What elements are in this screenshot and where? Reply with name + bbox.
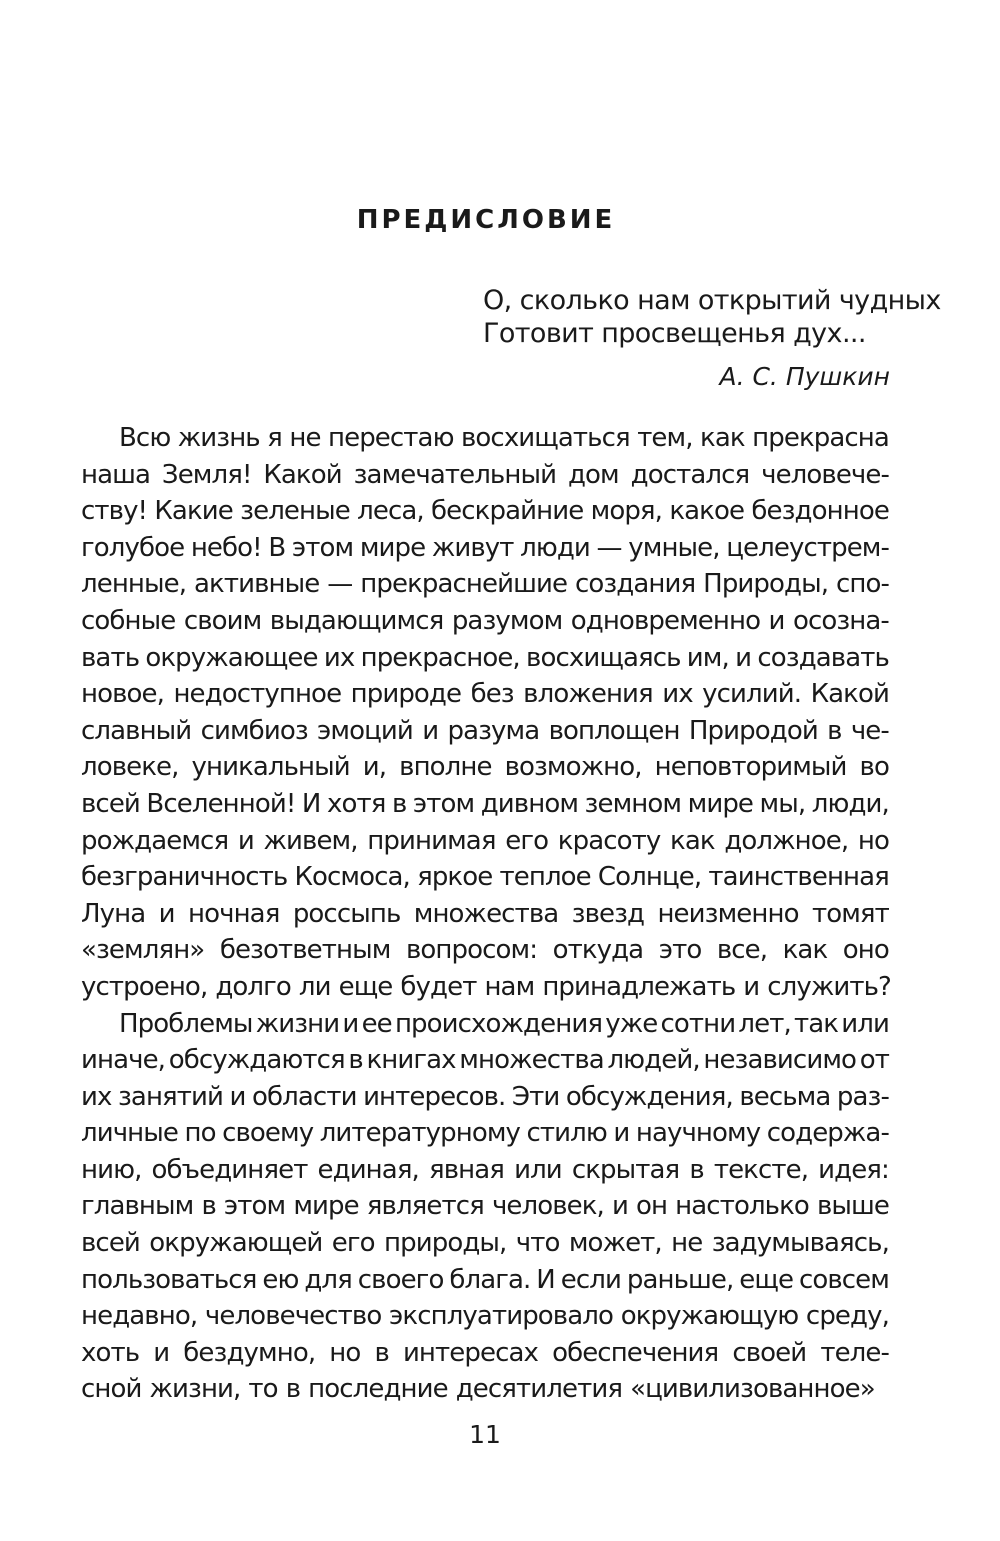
word: выдающимся <box>269 605 444 636</box>
word: или <box>841 1008 889 1039</box>
word: или <box>514 1154 562 1185</box>
word: пользоваться <box>81 1264 257 1295</box>
word: совсем <box>798 1264 889 1295</box>
word: весьма <box>739 1081 831 1112</box>
word: уникальный <box>191 752 350 783</box>
word: умные, <box>628 532 720 563</box>
word: уже <box>605 1008 658 1039</box>
word: иначе, <box>81 1045 166 1076</box>
word: идея: <box>818 1154 889 1185</box>
word: множества <box>459 1045 604 1076</box>
word: принимая <box>367 825 496 856</box>
word: жизнь <box>177 423 260 453</box>
text-line <box>81 969 889 1006</box>
text-line <box>81 896 889 933</box>
word: то <box>248 1374 278 1405</box>
word: в <box>827 715 842 746</box>
word: и <box>158 898 175 929</box>
word: должное, <box>724 825 849 856</box>
word: это <box>658 935 702 966</box>
word: явная <box>428 1154 505 1185</box>
text-line <box>81 1225 889 1262</box>
word: Космоса, <box>294 862 410 893</box>
word: раньше, <box>626 1264 734 1295</box>
word: вопросом: <box>405 935 538 966</box>
text-line <box>81 859 889 896</box>
word: моря, <box>590 496 663 527</box>
word: мире <box>359 532 426 563</box>
word: люди, <box>811 788 889 819</box>
word: тексте, <box>713 1154 809 1185</box>
word: неповторимый <box>654 752 847 783</box>
word: и <box>153 1337 170 1368</box>
word: по <box>184 1118 216 1149</box>
word: их <box>81 1081 112 1112</box>
word: создавать <box>757 642 889 673</box>
word: какое <box>669 496 745 527</box>
word: жизни, <box>149 1374 241 1405</box>
word: ству! <box>81 496 148 527</box>
word: этом <box>223 1191 286 1222</box>
word: содержа- <box>766 1118 889 1149</box>
word: литературному <box>319 1118 521 1149</box>
word: природы, <box>384 1228 507 1259</box>
text-line <box>81 749 889 786</box>
word: без <box>470 679 514 710</box>
word: люди <box>520 532 590 563</box>
word: бездумно, <box>183 1337 316 1368</box>
word: не <box>289 423 321 453</box>
word: окружающее <box>145 642 318 673</box>
word: и <box>613 1118 630 1149</box>
word: разумом <box>451 605 563 636</box>
word: их <box>662 679 693 710</box>
word: мы, <box>759 788 806 819</box>
word: но <box>857 825 889 856</box>
word: человек, <box>491 1191 604 1222</box>
word: всей <box>81 1228 140 1259</box>
word: окружающую <box>620 1301 799 1332</box>
word: безответным <box>219 935 391 966</box>
word: откуда <box>552 935 644 966</box>
word: как <box>700 423 745 453</box>
word: усилий. <box>702 679 802 710</box>
word: ею <box>262 1264 299 1295</box>
word: Проблемы <box>119 1008 253 1039</box>
text-line <box>81 823 889 860</box>
word: служить? <box>767 971 891 1002</box>
word: прекраснейшие <box>360 569 568 600</box>
word: своей <box>732 1337 807 1368</box>
word: живем, <box>263 825 358 856</box>
word: наша <box>81 459 151 490</box>
text-line <box>81 676 889 713</box>
word: сотни <box>660 1008 736 1039</box>
text-line <box>81 493 889 530</box>
word: объединяет <box>151 1154 308 1185</box>
word: его <box>331 1228 375 1259</box>
word: безграничность <box>81 862 288 893</box>
word: и <box>768 605 785 636</box>
word: главным <box>81 1191 194 1222</box>
word: будет <box>400 971 477 1002</box>
word: множества <box>413 898 559 929</box>
word: ли <box>298 971 331 1002</box>
word: Эти <box>511 1081 560 1112</box>
word: ночная <box>188 898 280 929</box>
word: зеленые <box>240 496 350 527</box>
word: окружающей <box>149 1228 323 1259</box>
paragraph <box>81 1006 889 1409</box>
word: раз- <box>836 1081 889 1112</box>
epigraph-line: Готовит просвещенья дух... <box>483 318 866 349</box>
text-line <box>81 457 889 494</box>
word: как <box>782 935 828 966</box>
word: Земля! <box>161 459 252 490</box>
text-line <box>81 420 889 457</box>
word: задумываясь, <box>711 1228 889 1259</box>
word: выше <box>816 1191 889 1222</box>
word: обсуждения, <box>565 1081 733 1112</box>
word: интересов. <box>363 1081 506 1112</box>
word: и <box>422 715 439 746</box>
word: в <box>391 788 407 819</box>
word: в <box>201 1191 216 1222</box>
word: небо! <box>190 532 262 563</box>
word: человече- <box>761 459 889 490</box>
word: личные <box>81 1118 179 1149</box>
word: — <box>327 569 353 600</box>
epigraph-line: О, сколько нам открытий чудных <box>483 285 941 316</box>
word: недавно, <box>81 1301 198 1332</box>
word: занятий <box>117 1081 224 1112</box>
text-line <box>81 640 889 677</box>
word: замечательный <box>353 459 557 490</box>
word: Солнце, <box>597 862 702 893</box>
word: Вселенной! <box>146 788 296 819</box>
word: В <box>268 532 286 563</box>
word: восхищаться <box>461 423 630 453</box>
word: для <box>304 1264 352 1295</box>
word: воплощен <box>548 715 680 746</box>
word: живут <box>431 532 514 563</box>
word: земном <box>584 788 682 819</box>
word: разума <box>447 715 540 746</box>
word: мире <box>293 1191 359 1222</box>
word: нию, <box>81 1154 142 1185</box>
word: может, <box>568 1228 662 1259</box>
word: «цивилизованное» <box>630 1374 875 1405</box>
word: нам <box>484 971 535 1002</box>
word: целеустрем- <box>726 532 889 563</box>
word: области <box>252 1081 357 1112</box>
word: Луна <box>81 898 146 929</box>
word: эмоций <box>317 715 413 746</box>
word: всей <box>81 788 140 819</box>
word: яркое <box>417 862 493 893</box>
word: тем, <box>637 423 693 453</box>
word: его <box>505 825 549 856</box>
word: интересах <box>402 1337 538 1368</box>
text-line <box>81 530 889 567</box>
word: леса, <box>357 496 424 527</box>
word: от <box>859 1045 889 1076</box>
word: и <box>237 825 254 856</box>
word: и <box>743 971 760 1002</box>
word: дом <box>567 459 619 490</box>
word: этом <box>412 788 475 819</box>
word: теле- <box>820 1337 889 1368</box>
word: блага. <box>449 1264 531 1295</box>
word: осозна- <box>792 605 889 636</box>
word: но <box>329 1337 361 1368</box>
word: ловеке, <box>81 752 179 783</box>
word: достался <box>630 459 750 490</box>
word: последние <box>308 1374 448 1405</box>
word: и, <box>362 752 387 783</box>
word: так <box>794 1008 839 1039</box>
word: долго <box>215 971 291 1002</box>
word: Всю <box>119 423 171 453</box>
word: новое, <box>81 679 164 710</box>
word: создания <box>574 569 696 600</box>
word: в <box>689 1154 704 1185</box>
word: как <box>670 825 715 856</box>
word: красоту <box>557 825 661 856</box>
word: россыпь <box>292 898 401 929</box>
word: бескрайние <box>431 496 584 527</box>
word: — <box>596 532 622 563</box>
word: в <box>348 1045 363 1076</box>
word: ленные, <box>81 569 187 600</box>
word: теплое <box>499 862 591 893</box>
word: настолько <box>675 1191 809 1222</box>
word: эксплуатировало <box>389 1301 613 1332</box>
word: Какие <box>154 496 233 527</box>
word: что <box>515 1228 560 1259</box>
text-line <box>81 1152 889 1189</box>
word: скрытая <box>571 1154 680 1185</box>
epigraph <box>483 284 941 393</box>
text-line <box>81 1115 889 1152</box>
word: лет, <box>738 1008 791 1039</box>
text-line <box>81 1335 889 1372</box>
word: человечество <box>204 1301 382 1332</box>
body-text <box>81 420 889 1408</box>
word: вложения <box>523 679 653 710</box>
word: устроено, <box>81 971 208 1002</box>
text-line <box>81 713 889 750</box>
word: звезд <box>571 898 645 929</box>
word: славный <box>81 715 192 746</box>
word: среду, <box>805 1301 889 1332</box>
paragraph <box>81 420 889 1006</box>
text-line <box>81 566 889 603</box>
word: активные <box>194 569 320 600</box>
word: единая, <box>317 1154 419 1185</box>
word: еще <box>739 1264 794 1295</box>
word: возможно, <box>504 752 642 783</box>
word: своего <box>357 1264 444 1295</box>
word: бездонное <box>751 496 889 527</box>
word: десятилетия <box>455 1374 623 1405</box>
word: хотя <box>326 788 386 819</box>
word: научному <box>635 1118 761 1149</box>
word: книгах <box>366 1045 456 1076</box>
word: жизни <box>255 1008 340 1039</box>
page-number: 11 <box>469 1420 501 1449</box>
word: во <box>859 752 889 783</box>
word: вать <box>81 642 140 673</box>
word: и <box>342 1008 359 1039</box>
word: Какой <box>263 459 342 490</box>
word: происхождения <box>394 1008 603 1039</box>
word: и <box>229 1081 246 1112</box>
word: восхищаясь <box>526 642 681 673</box>
text-line <box>81 1079 889 1116</box>
text-line <box>81 1042 889 1079</box>
word: «землян» <box>81 935 205 966</box>
word: перестаю <box>328 423 454 453</box>
text-line <box>81 786 889 823</box>
word: если <box>560 1264 621 1295</box>
word: еще <box>338 971 393 1002</box>
chapter-heading: ПРЕДИСЛОВИЕ <box>356 205 616 235</box>
word: рождаемся <box>81 825 229 856</box>
word: им, <box>686 642 729 673</box>
word: И <box>301 788 321 819</box>
word: людей, <box>607 1045 700 1076</box>
word: хоть <box>81 1337 140 1368</box>
word: голубое <box>81 532 185 563</box>
word: симбиоз <box>200 715 308 746</box>
word: в <box>285 1374 301 1405</box>
word: оно <box>842 935 889 966</box>
word: стилю <box>526 1118 607 1149</box>
text-line <box>81 1262 889 1299</box>
word: томят <box>811 898 889 929</box>
word: я <box>267 423 282 453</box>
word: Какой <box>810 679 889 710</box>
word: ее <box>361 1008 392 1039</box>
text-line <box>81 1371 889 1408</box>
word: собные <box>81 605 176 636</box>
text-line <box>81 1006 889 1043</box>
word: че- <box>850 715 889 746</box>
text-line <box>81 603 889 640</box>
text-line <box>81 1188 889 1225</box>
word: Природой <box>688 715 818 746</box>
word: Природы, <box>703 569 829 600</box>
word: вполне <box>399 752 492 783</box>
word: дивном <box>480 788 579 819</box>
word: и <box>735 642 752 673</box>
word: и <box>611 1191 628 1222</box>
word: неизменно <box>657 898 799 929</box>
word: этом <box>291 532 354 563</box>
word: прекрасна <box>752 423 889 453</box>
word: все, <box>716 935 768 966</box>
word: природе <box>350 679 462 710</box>
word: их <box>323 642 355 673</box>
word: таинственная <box>708 862 889 893</box>
word: является <box>366 1191 484 1222</box>
word: он <box>636 1191 668 1222</box>
word: обсуждаются <box>168 1045 345 1076</box>
word: принадлежать <box>542 971 736 1002</box>
word: в <box>374 1337 389 1368</box>
word: обеспечения <box>552 1337 719 1368</box>
word: спо- <box>836 569 889 600</box>
text-line <box>81 1298 889 1335</box>
text-line <box>81 932 889 969</box>
word: независимо <box>703 1045 857 1076</box>
word: не <box>671 1228 703 1259</box>
word: мире <box>687 788 754 819</box>
word: И <box>536 1264 555 1295</box>
word: своим <box>183 605 262 636</box>
word: одновременно <box>570 605 761 636</box>
epigraph-author: А. С. Пушкин <box>719 362 890 391</box>
word: прекрасное, <box>360 642 520 673</box>
word: недоступное <box>173 679 342 710</box>
word: своему <box>222 1118 314 1149</box>
word: сной <box>81 1374 142 1405</box>
